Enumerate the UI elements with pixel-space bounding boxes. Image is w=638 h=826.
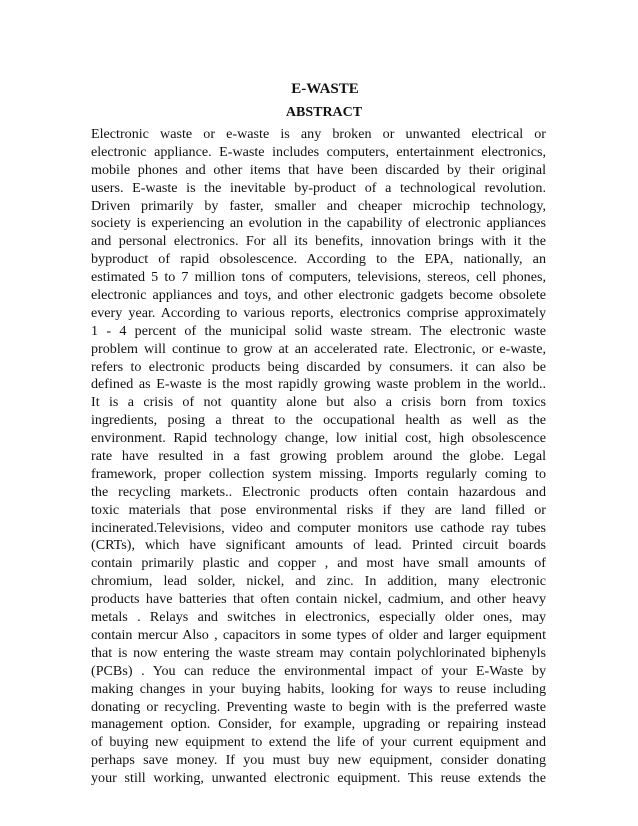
abstract-line: rate have resulted in a fast growing problem around the globe. Legal [91,448,546,465]
abstract-line: management option. Consider, for example, upgrading or repairing instead [91,716,546,733]
abstract-line: chromium, lead solder, nickel, and zinc. In addition, many electronic [91,573,546,590]
abstract-line: problem will continue to grow at an accelerated rate. Electronic, or e-waste, [91,340,546,357]
abstract-line: environment. Rapid technology change, low initial cost, high obsolescence [91,430,546,447]
abstract-line: that is now entering the waste stream may contain polychlorinated biphenyls [91,644,546,661]
abstract-line: users. E-waste is the inevitable by-product of a technological revolution. [91,179,546,196]
abstract-line: Driven primarily by faster, smaller and cheaper microchip technology, [91,197,546,214]
abstract-line: framework, proper collection system missing. Imports regularly coming to [91,465,546,482]
abstract-heading: ABSTRACT [285,105,363,120]
abstract-line: mobile phones and other items that have been discarded by their original [91,161,546,178]
abstract-line: toxic materials that pose environmental risks if they are land filled or [91,501,546,518]
abstract-line: 1 - 4 percent of the municipal solid waste stream. The electronic waste [91,322,546,339]
abstract-line: Electronic waste or e-waste is any broken or unwanted electrical or [91,126,546,142]
abstract-line: perhaps save money. If you must buy new equipment, consider donating [91,752,546,769]
abstract-line: society is experiencing an evolution in the capability of electronic appliances [91,215,546,232]
abstract-line: (PCBs) . You can reduce the environmental impact of your E-Waste by [91,662,546,679]
abstract-line: electronic appliance. E-waste includes computers, entertainment electronics, [91,143,546,160]
abstract-line: electronic appliances and toys, and other electronic gadgets become obsolete [91,287,546,304]
abstract-line: ingredients, posing a threat to the occupational health as well as the [91,412,546,429]
abstract-line: donating or recycling. Preventing waste to begin with is the preferred waste [91,698,546,715]
abstract-line: making changes in your buying habits, looking for ways to reuse including [91,680,546,697]
abstract-line: of buying new equipment to extend the life of your current equipment and [91,734,546,751]
abstract-line: the recycling markets.. Electronic products often contain hazardous and [91,483,546,500]
abstract-line: estimated 5 to 7 million tons of computers, televisions, stereos, cell phones, [91,269,546,286]
abstract-line: incinerated.Televisions, video and computer monitors use cathode ray tubes [91,519,546,536]
abstract-line: contain primarily plastic and copper , and most have small amounts of [91,555,546,572]
abstract-line: It is a crisis of not quantity alone but also a crisis born from toxics [91,394,546,411]
abstract-line: defined as E-waste is the most rapidly growing waste problem in the world.. [91,376,546,393]
abstract-line: refers to electronic products being discarded by consumers. it can also be [91,358,546,375]
abstract-line: byproduct of rapid obsolescence. According to the EPA, nationally, an [91,251,546,268]
abstract-line: and personal electronics. For all its benefits, innovation brings with it the [91,233,546,250]
abstract-line: contain mercur Also , capacitors in some types of older and larger equipment [91,626,546,643]
abstract-line: products have batteries that often contain nickel, cadmium, and other heavy [91,591,546,608]
document-title: E-WASTE [291,81,359,97]
abstract-line: every year. According to various reports, electronics comprise approximately [91,304,546,321]
abstract-line: (CRTs), which have significant amounts of lead. Printed circuit boards [91,537,546,554]
abstract-body [91,126,546,788]
abstract-line: metals . Relays and switches in electronics, especially older ones, may [91,609,546,626]
abstract-line: your still working, unwanted electronic equipment. This reuse extends the [91,770,546,787]
